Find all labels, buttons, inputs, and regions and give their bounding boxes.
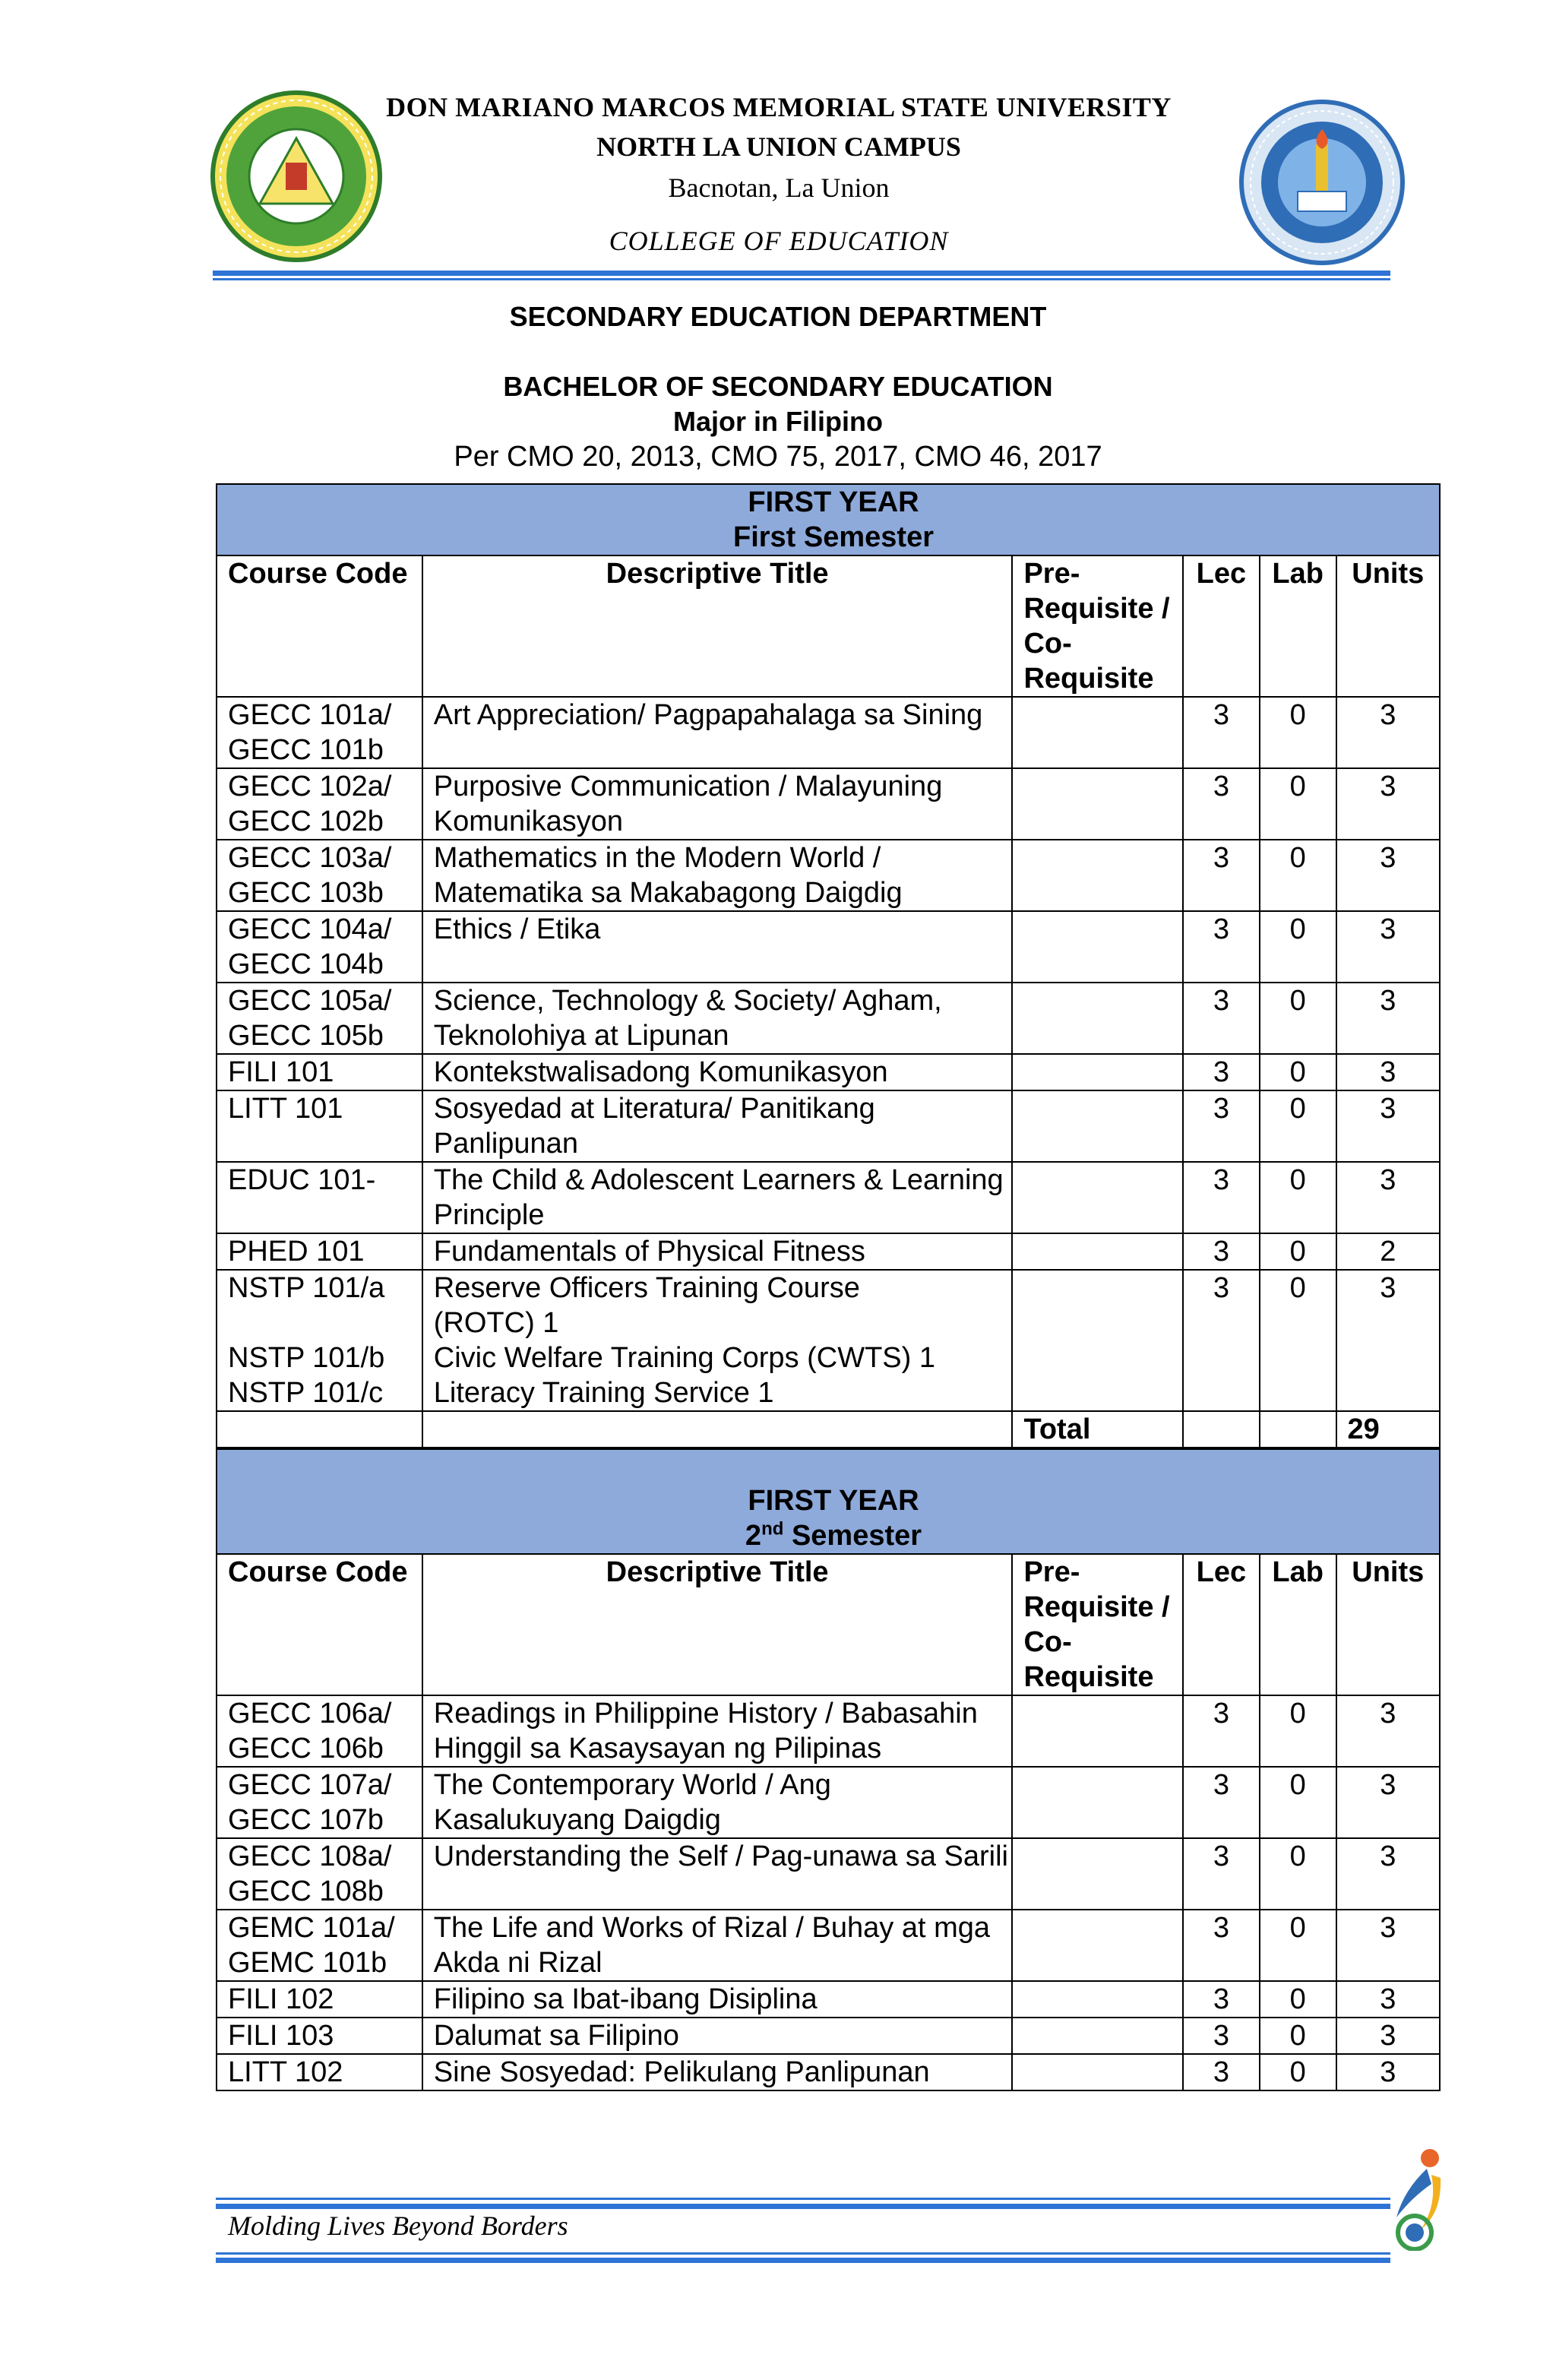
course-title: Fundamentals of Physical Fitness [422,1233,1013,1270]
footer-rule-lower [216,2252,1390,2255]
total-empty [1260,1411,1336,1448]
course-lec: 3 [1183,840,1260,911]
table-row [217,1838,1440,1910]
campus-location: Bacnotan, La Union [668,172,890,203]
course-lec: 3 [1183,768,1260,840]
course-prereq [1012,1838,1183,1910]
col-header-lab: Lab [1260,555,1336,697]
total-units: 29 [1336,1411,1440,1448]
table-row [217,1695,1440,1767]
course-title: Kontekstwalisadong Komunikasyon [422,1054,1013,1090]
course-code-line: NSTP 101/c [228,1377,384,1409]
cmo-reference: Per CMO 20, 2013, CMO 75, 2017, CMO 46, 2017 [454,441,1102,473]
table-row [217,1233,1440,1270]
course-units: 3 [1336,911,1440,983]
college-name: COLLEGE OF EDUCATION [609,226,949,256]
semester-label: First Semester [732,521,934,553]
course-prereq [1012,911,1183,983]
course-prereq [1012,840,1183,911]
course-lec: 3 [1183,1981,1260,2018]
table-row-nstp [217,1270,1440,1411]
course-title: Science, Technology & Society/ Agham, Teknolohiya at Lipunan [422,983,1013,1054]
col-header-title: Descriptive Title [422,555,1013,697]
course-code: GECC 108a/ GECC 108b [217,1838,422,1910]
course-lec: 3 [1183,697,1260,768]
year-label: FIRST YEAR [748,1485,919,1517]
course-units: 3 [1336,840,1440,911]
course-code: PHED 101 [217,1233,422,1270]
course-prereq [1012,1233,1183,1270]
total-empty [1183,1411,1260,1448]
course-lab: 0 [1260,1910,1336,1981]
column-header-row [217,555,1440,697]
table-row [217,1162,1440,1233]
course-prereq [1012,1270,1183,1411]
course-title-line: Reserve Officers Training Course [433,1272,860,1304]
header-rule-thin [213,278,1390,280]
course-prereq [1012,1767,1183,1838]
course-prereq [1012,1981,1183,2018]
course-units: 3 [1336,1981,1440,2018]
course-lab: 0 [1260,840,1336,911]
course-units: 3 [1336,1270,1440,1411]
course-lab: 0 [1260,1233,1336,1270]
semester-number: 2 [745,1520,762,1552]
footer-motto: Molding Lives Beyond Borders [228,2211,568,2241]
course-title: Ethics / Etika [422,911,1013,983]
course-title: The Contemporary World / Ang Kasalukuyang Daigdig [422,1767,1013,1838]
table-row [217,2054,1440,2090]
course-title: The Life and Works of Rizal / Buhay at mga Akda ni Rizal [422,1910,1013,1981]
course-lab: 0 [1260,2018,1336,2054]
course-units: 3 [1336,1695,1440,1767]
course-lab: 0 [1260,983,1336,1054]
course-code: GECC 105a/ GECC 105b [217,983,422,1054]
table-row [217,768,1440,840]
course-title-line: (ROTC) 1 [433,1307,559,1339]
table-row [217,911,1440,983]
course-title [422,1270,1013,1411]
course-lab: 0 [1260,2054,1336,2090]
program-title: BACHELOR OF SECONDARY EDUCATION [503,371,1053,402]
course-title-line: Literacy Training Service 1 [433,1377,774,1409]
semester-word: Semester [783,1520,922,1552]
col-header-lab: Lab [1260,1554,1336,1695]
course-code [217,1270,422,1411]
document-header [0,0,1556,289]
college-seal-logo [1238,99,1406,266]
course-lec: 3 [1183,1162,1260,1233]
course-code-line [228,1306,422,1340]
course-prereq [1012,983,1183,1054]
footer-rule-thick [216,2204,1390,2209]
course-units: 3 [1336,1054,1440,1090]
col-header-units: Units [1336,555,1440,697]
col-header-lec: Lec [1183,555,1260,697]
total-empty [422,1411,1013,1448]
course-units: 3 [1336,1910,1440,1981]
course-code: FILI 101 [217,1054,422,1090]
course-units: 3 [1336,2054,1440,2090]
course-code: LITT 101 [217,1090,422,1162]
total-empty [217,1411,422,1448]
course-code: GEMC 101a/ GEMC 101b [217,1910,422,1981]
course-lec: 3 [1183,2018,1260,2054]
course-code: GECC 106a/ GECC 106b [217,1695,422,1767]
course-prereq [1012,1162,1183,1233]
column-header-row [217,1554,1440,1695]
course-lab: 0 [1260,1981,1336,2018]
footer-rule [216,2198,1390,2200]
table-row [217,983,1440,1054]
course-units: 2 [1336,1233,1440,1270]
course-title: Readings in Philippine History / Babasahin Hinggil sa Kasaysayan ng Pilipinas [422,1695,1013,1767]
course-units: 3 [1336,2018,1440,2054]
course-code-line: NSTP 101/a [228,1272,385,1304]
course-code: GECC 103a/ GECC 103b [217,840,422,911]
course-prereq [1012,2054,1183,2090]
table-row [217,697,1440,768]
course-lab: 0 [1260,768,1336,840]
course-code: GECC 107a/ GECC 107b [217,1767,422,1838]
col-header-code: Course Code [217,555,422,697]
table-row [217,840,1440,911]
course-prereq [1012,1054,1183,1090]
department-title: SECONDARY EDUCATION DEPARTMENT [509,301,1047,332]
course-units: 3 [1336,697,1440,768]
table-row [217,1767,1440,1838]
course-code: GECC 101a/ GECC 101b [217,697,422,768]
course-lec: 3 [1183,1838,1260,1910]
col-header-title: Descriptive Title [422,1554,1013,1695]
col-header-prereq: Pre-Requisite / Co-Requisite [1012,555,1183,697]
course-units: 3 [1336,983,1440,1054]
total-label: Total [1012,1411,1183,1448]
course-prereq [1012,2018,1183,2054]
first-semester-rows [217,697,1440,1270]
university-name: DON MARIANO MARCOS MEMORIAL STATE UNIVERSITY [386,92,1172,122]
semester-band [217,1449,1440,1554]
course-lab: 0 [1260,1162,1336,1233]
course-code: GECC 102a/ GECC 102b [217,768,422,840]
course-lec: 3 [1183,1767,1260,1838]
col-header-lec: Lec [1183,1554,1260,1695]
course-code: EDUC 101- [217,1162,422,1233]
course-lec: 3 [1183,911,1260,983]
course-lab: 0 [1260,1695,1336,1767]
major-title: Major in Filipino [673,406,883,437]
course-lab: 0 [1260,1090,1336,1162]
course-lec: 3 [1183,1090,1260,1162]
course-title: Sosyedad at Literatura/ Panitikang Panlipunan [422,1090,1013,1162]
course-title: Art Appreciation/ Pagpapahalaga sa Sining [422,697,1013,768]
course-units: 3 [1336,768,1440,840]
semester-band [217,484,1440,555]
course-title: Filipino sa Ibat-ibang Disiplina [422,1981,1013,2018]
col-header-units: Units [1336,1554,1440,1695]
course-lec: 3 [1183,1695,1260,1767]
course-prereq [1012,768,1183,840]
semester-label [228,1518,1439,1553]
col-header-code: Course Code [217,1554,422,1695]
course-prereq [1012,697,1183,768]
footer-figure-logo [1381,2144,1450,2251]
course-lec: 3 [1183,1054,1260,1090]
footer-rule-lower-thick [216,2258,1390,2263]
campus-name: NORTH LA UNION CAMPUS [596,131,961,162]
course-prereq [1012,1695,1183,1767]
course-code: LITT 102 [217,2054,422,2090]
course-units: 3 [1336,1090,1440,1162]
course-lab: 0 [1260,697,1336,768]
course-lab: 0 [1260,1054,1336,1090]
course-prereq [1012,1090,1183,1162]
course-lab: 0 [1260,911,1336,983]
course-lec: 3 [1183,983,1260,1054]
first-semester-table [216,483,1441,1448]
course-units: 3 [1336,1162,1440,1233]
second-semester-rows [217,1695,1440,2090]
second-semester-table [216,1448,1441,2091]
course-units: 3 [1336,1767,1440,1838]
table-row [217,1910,1440,1981]
course-units: 3 [1336,1838,1440,1910]
table-row [217,1981,1440,2018]
course-prereq [1012,1910,1183,1981]
year-label: FIRST YEAR [748,486,919,518]
course-code-line: NSTP 101/b [228,1342,385,1374]
col-header-prereq: Pre-Requisite / Co-Requisite [1012,1554,1183,1695]
header-rule [213,271,1390,276]
course-lec: 3 [1183,2054,1260,2090]
course-lab: 0 [1260,1270,1336,1411]
course-lab: 0 [1260,1767,1336,1838]
course-title-line: Civic Welfare Training Corps (CWTS) 1 [433,1342,935,1374]
course-title: The Child & Adolescent Learners & Learning Principle [422,1162,1013,1233]
course-lec: 3 [1183,1910,1260,1981]
course-lec: 3 [1183,1270,1260,1411]
table-row [217,2018,1440,2054]
course-lab: 0 [1260,1838,1336,1910]
table-row [217,1054,1440,1090]
course-title: Understanding the Self / Pag-unawa sa Sarili [422,1838,1013,1910]
course-code: GECC 104a/ GECC 104b [217,911,422,983]
total-row [217,1411,1440,1448]
course-code: FILI 102 [217,1981,422,2018]
course-title: Sine Sosyedad: Pelikulang Panlipunan [422,2054,1013,2090]
course-title: Purposive Communication / Malayuning Komunikasyon [422,768,1013,840]
course-code: FILI 103 [217,2018,422,2054]
course-title: Mathematics in the Modern World / Matematika sa Makabagong Daigdig [422,840,1013,911]
course-lec: 3 [1183,1233,1260,1270]
table-row [217,1090,1440,1162]
semester-suffix: nd [761,1518,784,1540]
course-title: Dalumat sa Filipino [422,2018,1013,2054]
